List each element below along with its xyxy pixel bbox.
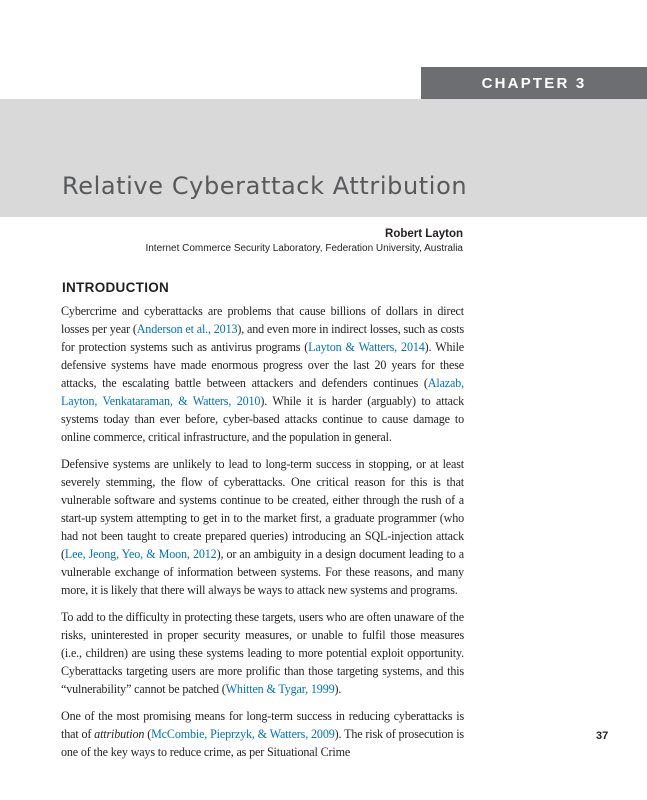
citation-link[interactable]: Alazab, Layton, Venkataraman, & Watters, 2010: [61, 376, 464, 408]
paragraph: [61, 455, 464, 599]
page-number: 37: [596, 730, 609, 742]
author-name: Robert Layton: [385, 228, 463, 240]
paragraph-text: Defensive systems are unlikely to lead to long-term success in stopping, or at least severely stemming, the flow of cyberattacks. One critical reason for this is that vulnerable software and systems continue to be created, either through the rush of a start-up system attempting to get in to the market first, a graduate programmer (who had not been taught to create prepared queries) introducing an SQL-injection attack (: [61, 457, 464, 561]
citation-link[interactable]: Lee, Jeong, Yeo, & Moon, 2012: [64, 547, 217, 561]
citation-link[interactable]: McCombie, Pieprzyk, & Watters, 2009: [151, 727, 335, 741]
paragraph: [61, 302, 464, 446]
section-heading: INTRODUCTION: [62, 280, 170, 295]
paragraph: [61, 707, 464, 761]
citation-link[interactable]: Layton & Watters, 2014: [308, 340, 425, 354]
body-text: [61, 302, 464, 770]
paragraph-text: To add to the difficulty in protecting these targets, users who are often unaware of the risks, uninterested in proper security measures, or unable to fulfil those measures (i.e., children) are using these systems leading to more potential exploit opportunity. Cyberattacks targeting users are more prolific than those targeting systems, and this “vulnerability” cannot be patched (: [61, 610, 464, 696]
paragraph-text: ), or an ambiguity in a design document leading to a vulnerable exchange of information between systems. For these reasons, and many more, it is likely that there will always be ways to attack new systems and programs.: [61, 547, 464, 597]
paragraph-text: One of the most promising means for long-term success in reducing cyberattacks is that of: [61, 709, 464, 741]
paragraph: [61, 608, 464, 698]
paragraph-text: ). While defensive systems have made enormous progress over the last 20 years for these attacks, the escalating battle between attackers and defenders continues (: [61, 340, 464, 390]
paragraph-text: (: [144, 727, 152, 741]
paragraph-text: ). While it is harder (arguably) to attack systems today than ever before, cyber-based attacks continue to cause damage to online commerce, critical infrastructure, and the population in general.: [61, 394, 464, 444]
chapter-title: Relative Cyberattack Attribution: [62, 172, 468, 200]
paragraph-text: Cybercrime and cyberattacks are problems that cause billions of dollars in direct losses per year (: [61, 304, 464, 336]
emphasis-text: attribution: [94, 727, 145, 741]
paragraph-text: ).: [334, 682, 342, 696]
paragraph-text: ), and even more in indirect losses, such as costs for protection systems such as antivirus programs (: [61, 322, 465, 354]
author-affiliation: Internet Commerce Security Laboratory, Federation University, Australia: [145, 243, 463, 254]
citation-link[interactable]: Whitten & Tygar, 1999: [225, 682, 335, 696]
citation-link[interactable]: Anderson et al., 2013: [136, 322, 238, 336]
paragraph-text: ). The risk of prosecution is one of the key ways to reduce crime, as per Situational Crime: [61, 727, 464, 759]
chapter-label: CHAPTER 3: [421, 67, 647, 99]
